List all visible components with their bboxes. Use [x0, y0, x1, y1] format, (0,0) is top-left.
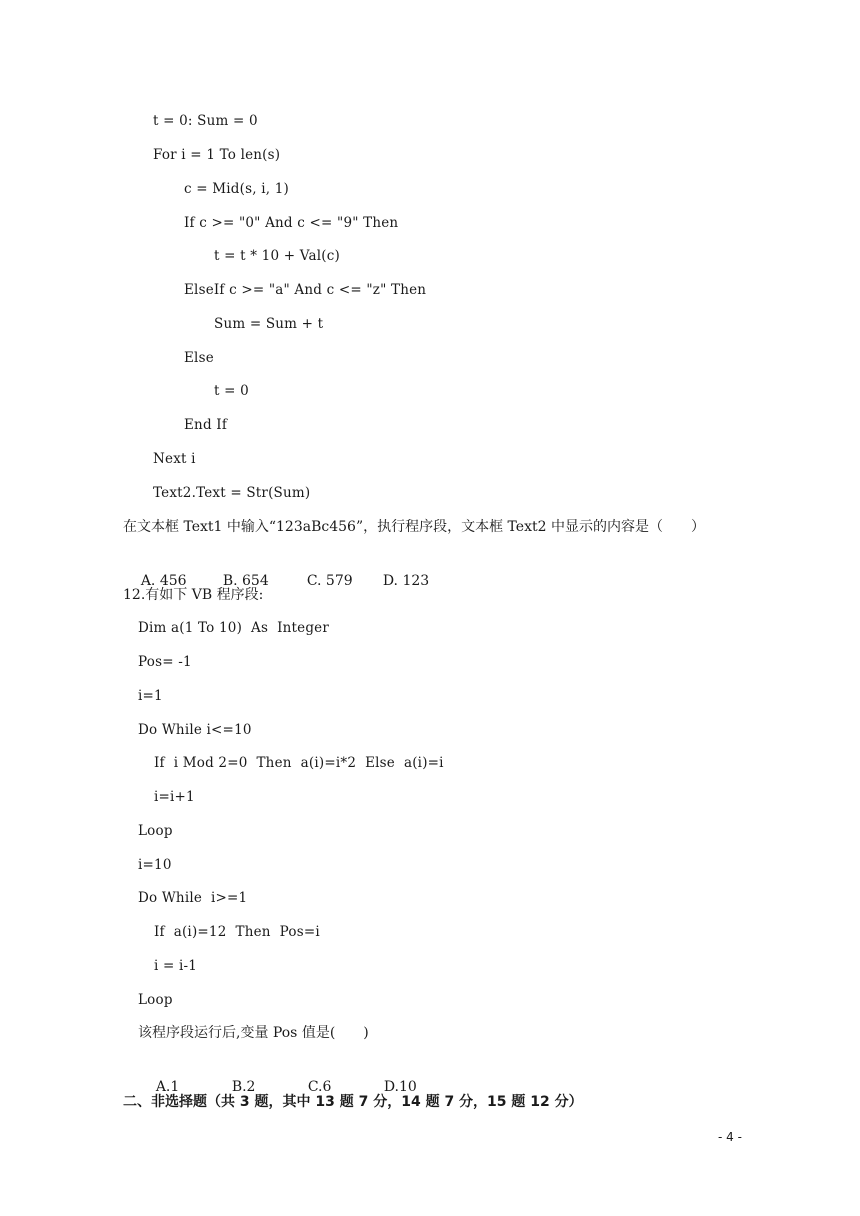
section-heading: 二、非选择题（共 3 题，其中 13 题 7 分，14 题 7 分，15 题 12 分） — [123, 1094, 583, 1110]
question-stem: 该程序段运行后,变量 Pos 值是( ) — [138, 1025, 369, 1041]
code-line: i = i-1 — [154, 958, 198, 974]
code-line: t = 0: Sum = 0 — [153, 113, 258, 129]
code-line: i=10 — [138, 857, 172, 873]
code-line: Loop — [138, 823, 173, 839]
code-line: ElseIf c >= "a" And c <= "z" Then — [184, 282, 427, 298]
question-title: 12.有如下 VB 程序段: — [123, 587, 264, 603]
code-line: Sum = Sum + t — [214, 316, 324, 332]
page-number: - 4 - — [718, 1130, 742, 1144]
code-line: i=1 — [138, 688, 163, 704]
code-line: For i = 1 To len(s) — [153, 147, 281, 163]
code-line: t = t * 10 + Val(c) — [214, 248, 340, 264]
code-line: Loop — [138, 992, 173, 1008]
code-line: i=i+1 — [154, 789, 195, 805]
code-line: Do While i<=10 — [138, 722, 252, 738]
code-line: If i Mod 2=0 Then a(i)=i*2 Else a(i)=i — [154, 755, 444, 771]
option-b: B. 654 — [222, 573, 269, 589]
code-line: If a(i)=12 Then Pos=i — [154, 924, 320, 940]
option-d: D. 123 — [382, 573, 430, 589]
option-b: B.2 — [231, 1079, 256, 1095]
code-line: Text2.Text = Str(Sum) — [153, 485, 311, 501]
code-line: Next i — [153, 451, 196, 467]
code-line: Pos= -1 — [138, 654, 192, 670]
code-line: If c >= "0" And c <= "9" Then — [184, 215, 399, 231]
code-line: End If — [184, 417, 228, 433]
option-d: D.10 — [383, 1079, 417, 1095]
code-line: t = 0 — [214, 383, 249, 399]
code-line: c = Mid(s, i, 1) — [184, 181, 289, 197]
option-a: A. 456 — [140, 573, 187, 589]
option-c: C.6 — [307, 1079, 332, 1095]
code-line: Else — [184, 350, 214, 366]
option-c: C. 579 — [306, 573, 353, 589]
question-stem: 在文本框 Text1 中输入“123aBc456”，执行程序段，文本框 Text2 中显示的内容是（ ） — [123, 519, 705, 535]
code-line: Do While i>=1 — [138, 890, 248, 906]
code-line: Dim a(1 To 10) As Integer — [138, 620, 330, 636]
option-a: A.1 — [155, 1079, 180, 1095]
